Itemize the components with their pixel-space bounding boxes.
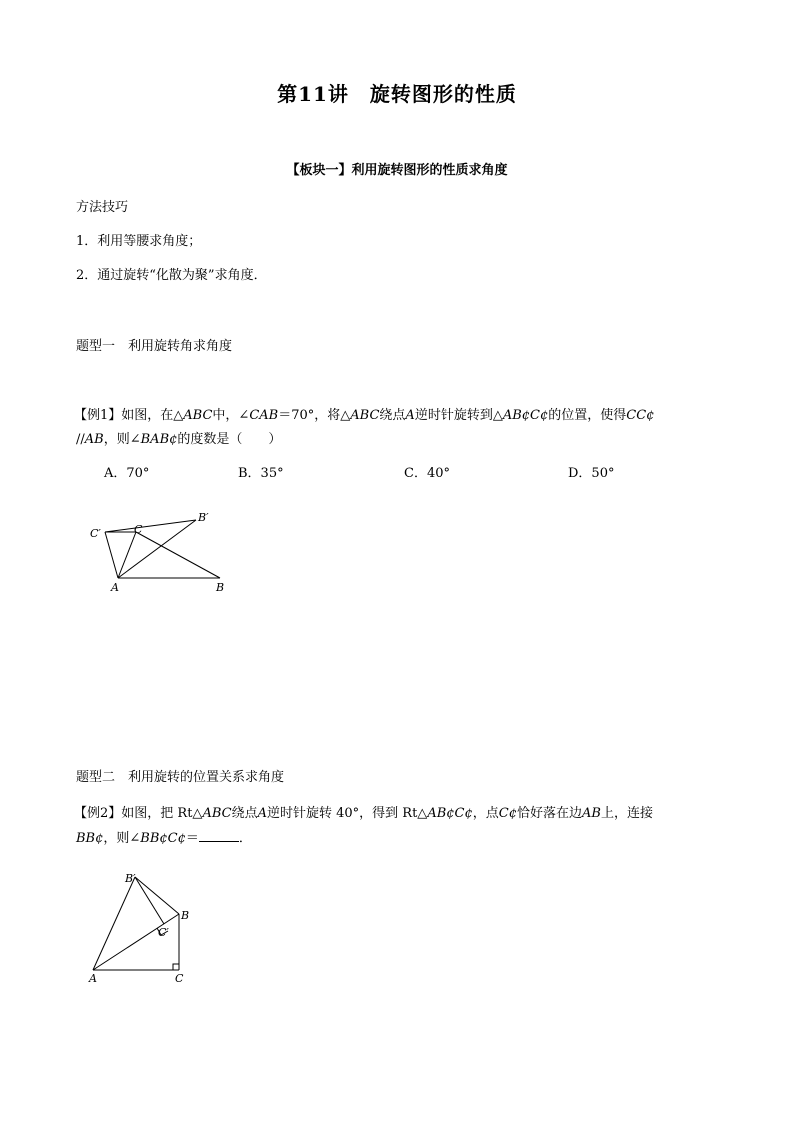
text: ＝70°，将△ [278, 408, 351, 423]
text: 逆时针旋转 40°，得到 Rt△ [266, 806, 428, 821]
fig2-label-c: C [175, 972, 184, 985]
answer-blank[interactable] [199, 828, 239, 842]
math: AB [84, 432, 104, 447]
figure-2 [80, 865, 210, 990]
fig1-label-c: C [134, 523, 143, 536]
example1-tag: 【例1】 [74, 408, 122, 423]
text: ． [238, 831, 252, 846]
text: 上，连接 [600, 806, 653, 821]
type1-heading: 题型一 利用旋转角求角度 [76, 339, 233, 354]
math: ABC [183, 408, 213, 423]
text: 逆时针旋转到△ [414, 408, 503, 423]
math: C¢ [498, 806, 517, 821]
text: ＝ [185, 831, 199, 846]
math: CAB [249, 408, 279, 423]
text: 的位置，使得 [548, 408, 627, 423]
fig2-label-b-prime: B′ [125, 872, 136, 885]
math: AB¢C¢ [427, 806, 473, 821]
option-a[interactable]: A．70° [104, 466, 150, 481]
math: BAB¢ [140, 432, 178, 447]
math: A [257, 806, 267, 821]
example1-line2 [76, 428, 281, 447]
type2-heading: 题型二 利用旋转的位置关系求角度 [76, 770, 285, 785]
text: // [76, 432, 85, 447]
option-c[interactable]: C．40° [404, 466, 450, 481]
math: BB¢C¢ [140, 831, 186, 846]
math: ABC [350, 408, 380, 423]
text: ，则∠ [103, 831, 141, 846]
page-title: 第11讲 旋转图形的性质 [277, 82, 517, 106]
example2-line1 [74, 802, 653, 821]
text: 绕点 [379, 408, 406, 423]
example2-line2 [76, 827, 252, 846]
math: CC¢ [626, 408, 655, 423]
text: 绕点 [231, 806, 258, 821]
option-b[interactable]: B．35° [238, 466, 284, 481]
math: ABC [202, 806, 232, 821]
example2-tag: 【例2】 [74, 806, 122, 821]
example1-line1 [74, 404, 654, 423]
method-heading: 方法技巧 [76, 200, 129, 215]
text: 恰好落在边 [516, 806, 582, 821]
fig1-label-b-prime: B′ [198, 511, 209, 524]
method-item-1: 1．利用等腰求角度； [76, 234, 202, 249]
fig1-label-a: A [111, 581, 119, 594]
figure-1 [80, 505, 240, 600]
fig2-label-b: B [181, 909, 190, 922]
fig2-label-a: A [89, 972, 97, 985]
math: AB [582, 806, 601, 821]
text: ，点 [472, 806, 499, 821]
text: ，则∠ [103, 432, 141, 447]
method-item-2: 2．通过旋转“化散为聚”求角度． [76, 268, 267, 283]
text: 的度数是（ ） [177, 432, 282, 447]
option-d[interactable]: D．50° [568, 466, 615, 481]
math: BB¢ [76, 831, 104, 846]
fig2-label-c-prime: C′ [158, 926, 169, 939]
text: 中，∠ [212, 408, 250, 423]
math: A [405, 408, 415, 423]
math: AB¢C¢ [502, 408, 549, 423]
section-title: 【板块一】利用旋转图形的性质求角度 [286, 163, 508, 178]
text: 如图，在△ [121, 408, 184, 423]
text: 如图，把 Rt△ [121, 806, 203, 821]
fig1-label-c-prime: C′ [90, 527, 101, 540]
fig1-label-b: B [216, 581, 225, 594]
